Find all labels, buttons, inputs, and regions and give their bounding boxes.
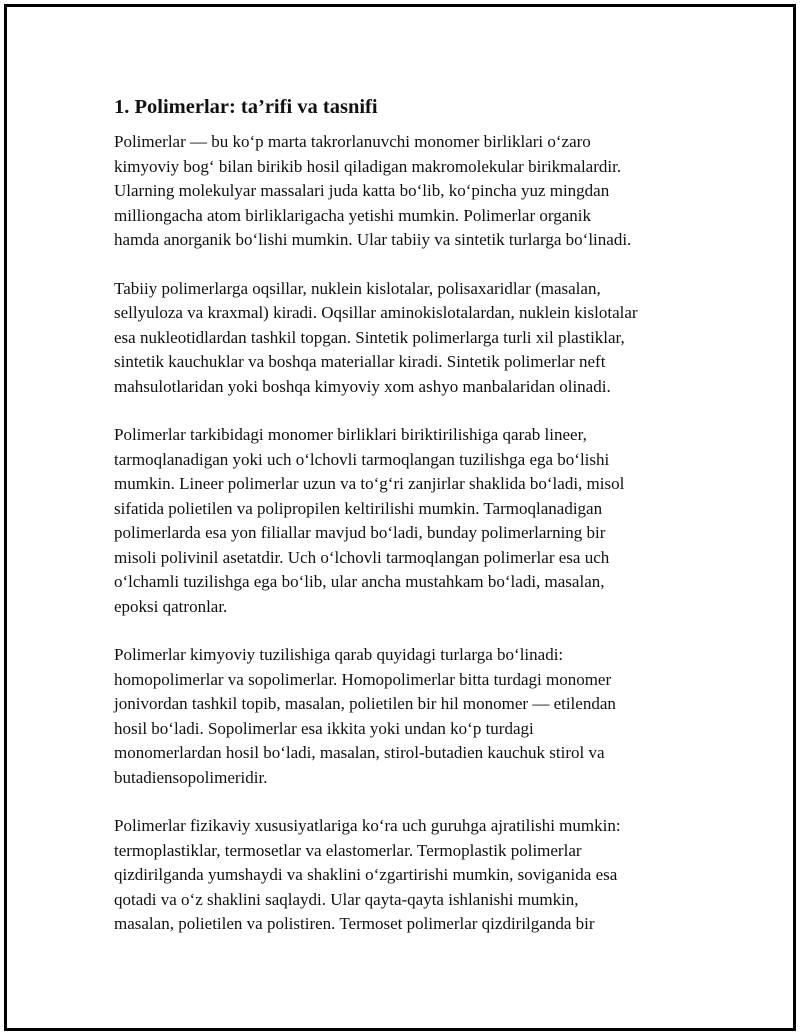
- text-line: kimyoviy bog‘ bilan birikib hosil qiladigan makromolekular birikmalardir.: [114, 156, 622, 176]
- text-line: o‘lchamli tuzilishga ega bo‘lib, ular ancha mustahkam bo‘ladi, masalan,: [114, 572, 605, 591]
- text-line: mahsulotlaridan yoki boshqa kimyoviy xom ashyo manbalaridan olinadi.: [114, 376, 611, 396]
- text-line: sellyuloza va kraxmal) kiradi. Oqsillar aminokislotalardan, nuklein kislotalar: [114, 303, 638, 322]
- text-line: epoksi qatronlar.: [114, 596, 228, 616]
- text-line: Polimerlar kimyoviy tuzilishiga qarab quyidagi turlarga bo‘linadi:: [114, 645, 564, 664]
- text-line: polimerlarda esa yon filiallar mavjud bo‘ladi, bunday polimerlarning bir: [114, 523, 606, 542]
- text-line: Tabiiy polimerlarga oqsillar, nuklein kislotalar, polisaxaridlar (masalan,: [114, 278, 601, 298]
- text-line: hamda anorganik bo‘lishi mumkin. Ular tabiiy va sintetik turlarga bo‘linadi.: [114, 230, 632, 249]
- text-line: jonivordan tashkil topib, masalan, polietilen bir hil monomer — etilendan: [114, 694, 616, 713]
- text-line: qotadi va o‘z shaklini saqlaydi. Ular qayta-qayta ishlanishi mumkin,: [114, 889, 579, 909]
- paragraph-chemical-structure: [114, 643, 694, 790]
- text-line: monomerlardan hosil bo‘ladi, masalan, stirol-butadien kauchuk stirol va: [114, 743, 605, 762]
- text-line: Polimerlar — bu ko‘p marta takrorlanuvchi monomer birliklari o‘zaro: [114, 132, 591, 151]
- paragraph-definition: [114, 130, 694, 253]
- text-line: Polimerlar tarkibidagi monomer birliklari biriktirilishiga qarab lineer,: [114, 425, 587, 444]
- text-line: milliongacha atom birliklarigacha yetishi mumkin. Polimerlar organik: [114, 205, 591, 225]
- text-line: esa nukleotidlardan tashkil topgan. Sintetik polimerlarga turli xil plastiklar,: [114, 327, 625, 347]
- text-line: homopolimerlar va sopolimerlar. Homopolimerlar bitta turdagi monomer: [114, 669, 612, 689]
- text-line: qizdirilganda yumshaydi va shaklini o‘zgartirishi mumkin, soviganida esa: [114, 865, 618, 884]
- text-line: Polimerlar fizikaviy xususiyatlariga ko‘ra uch guruhga ajratilishi mumkin:: [114, 816, 621, 835]
- paragraph-structure: [114, 423, 694, 619]
- text-line: butadiensopolimeridir.: [114, 767, 268, 787]
- text-line: sintetik kauchuklar va boshqa materiallar kiradi. Sintetik polimerlar neft: [114, 352, 606, 371]
- text-line: hosil bo‘ladi. Sopolimerlar esa ikkita yoki undan ko‘p turdagi: [114, 718, 534, 738]
- document-body: [114, 94, 694, 961]
- text-line: tarmoqlanadigan yoki uch o‘lchovli tarmoqlangan tuzilishga ega bo‘lishi: [114, 449, 610, 469]
- paragraph-physical-properties: [114, 814, 694, 937]
- text-line: sifatida polietilen va polipropilen keltirilishi mumkin. Tarmoqlanadigan: [114, 498, 603, 518]
- text-line: masalan, polietilen va polistiren. Termoset polimerlar qizdirilganda bir: [114, 914, 595, 933]
- section-title: 1. Polimerlar: ta’rifi va tasnifi: [114, 96, 378, 118]
- text-line: misoli polivinil asetatdir. Uch o‘lchovli tarmoqlangan polimerlar esa uch: [114, 547, 610, 567]
- paragraph-natural-synthetic: [114, 277, 694, 400]
- text-line: Ularning molekulyar massalari juda katta bo‘lib, ko‘pincha yuz mingdan: [114, 181, 610, 200]
- text-line: termoplastiklar, termosetlar va elastomerlar. Termoplastik polimerlar: [114, 840, 582, 860]
- text-line: mumkin. Lineer polimerlar uzun va to‘g‘ri zanjirlar shaklida bo‘ladi, misol: [114, 474, 625, 493]
